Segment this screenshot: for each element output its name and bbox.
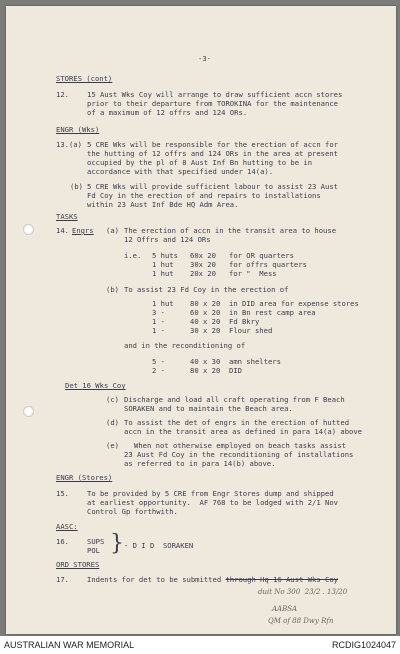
para-15-line: To be provided by 5 CRE from Engr Stores dump and shipped bbox=[87, 489, 334, 498]
item-a-ie: i.e. bbox=[124, 251, 142, 260]
hut-use: Flour shed bbox=[229, 326, 273, 335]
section-heading-ord-stores: ORD STORES bbox=[56, 560, 100, 569]
para-13b-line: within 23 Aust Inf Bde HQ Adm Area. bbox=[87, 200, 239, 209]
footer-source: AUSTRALIAN WAR MEMORIAL bbox=[4, 640, 135, 650]
section-heading-aasc: AASC: bbox=[56, 522, 78, 531]
para-17-main: Indents for det to be submitted bbox=[87, 575, 226, 584]
para-12-line: 15 Aust Wks Coy will arrange to draw sufficient accn stores bbox=[87, 90, 343, 99]
item-c-line: Discharge and load all craft operating from F Beach bbox=[124, 395, 345, 404]
hut-size: 80 x 20 bbox=[190, 366, 221, 375]
para-13b-line: Fd Coy in the erection of and repairs to installations bbox=[87, 191, 321, 200]
item-e-line: as referred to in para 14(b) above. bbox=[124, 459, 276, 468]
hut-size: 20x 20 bbox=[190, 269, 216, 278]
footer-id: RCDIG1024047 bbox=[331, 640, 396, 650]
hut-use: for offrs quarters bbox=[229, 260, 307, 269]
hut-qty: 2 - bbox=[152, 366, 165, 375]
para-16-item: POL bbox=[87, 546, 100, 555]
hut-qty: 1 - bbox=[152, 317, 165, 326]
item-c-label: (c) bbox=[106, 395, 119, 404]
item-b-label: (b) bbox=[106, 285, 119, 294]
hut-size: 30x 20 bbox=[190, 260, 216, 269]
item-e-line: 23 Aust Fd Coy in the reconditioning of installations bbox=[124, 450, 354, 459]
det-heading: Det 16 Wks Coy bbox=[65, 381, 126, 390]
hut-use: amn shelters bbox=[229, 357, 281, 366]
hut-qty: 1 - bbox=[152, 326, 165, 335]
item-d-line: To assist the det of engrs in the erection of hutted bbox=[124, 418, 350, 427]
para-15-line: at earliest opportunity. AF 768 to be lodged with 2/1 Nov bbox=[87, 498, 338, 507]
hut-qty: 5 huts bbox=[152, 251, 178, 260]
para-16-item: SUPS bbox=[87, 537, 105, 546]
hut-use: in Bn rest camp area bbox=[229, 308, 316, 317]
item-d-label: (d) bbox=[106, 418, 119, 427]
hut-size: 60x 20 bbox=[190, 251, 216, 260]
para-13b-line: 5 CRE Wks will provide sufficient labour to assist 23 Aust bbox=[87, 182, 338, 191]
para-13a-line: occupied by the pl of 8 Aust Inf Bn hutting to be in bbox=[87, 158, 313, 167]
para-16-text: - D I D SORAKEN bbox=[124, 541, 194, 550]
hut-use: for " Mess bbox=[229, 269, 277, 278]
para-13a-line: accordance with that specified under 14(a). bbox=[87, 167, 274, 176]
handwritten-note: QM of 88 Dwy Rfn bbox=[268, 617, 334, 625]
section-heading-engr-stores: ENGR (Stores) bbox=[56, 473, 113, 482]
para-15-line: Control Gp forthwith. bbox=[87, 507, 178, 516]
hut-size: 60 x 20 bbox=[190, 308, 221, 317]
para-13b-number: (b) bbox=[70, 182, 83, 191]
item-a-line: 12 Offrs and 124 ORs bbox=[124, 235, 211, 244]
punch-hole bbox=[23, 406, 34, 417]
para-17-struck: through Hq 16 Aust Wks Coy bbox=[225, 575, 338, 584]
punch-hole bbox=[23, 224, 34, 235]
hut-size: 40 x 30 bbox=[190, 357, 221, 366]
para-17-text bbox=[87, 575, 338, 584]
item-e-line: When not otherwise employed on beach tasks assist bbox=[134, 441, 347, 450]
hut-qty: 1 hut bbox=[152, 260, 174, 269]
hut-qty: 3 - bbox=[152, 308, 165, 317]
para-12-number: 12. bbox=[56, 90, 69, 99]
item-a-line: The erection of accn in the transit area to house bbox=[124, 226, 337, 235]
hut-qty: 1 hut bbox=[152, 269, 174, 278]
brace-symbol: } bbox=[110, 531, 124, 556]
hut-size: 30 x 20 bbox=[190, 326, 221, 335]
hut-use: DID bbox=[229, 366, 242, 375]
hut-qty: 5 - bbox=[152, 357, 165, 366]
hut-use: Fd Bkry bbox=[229, 317, 260, 326]
hut-qty: 1 hut bbox=[152, 299, 174, 308]
hut-use: for OR quarters bbox=[229, 251, 294, 260]
para-12-line: of a maximum of 12 offrs and 124 ORs. bbox=[87, 108, 248, 117]
item-b-line: To assist 23 Fd Coy in the erection of bbox=[124, 285, 289, 294]
page-number: -3- bbox=[198, 54, 211, 63]
para-15-number: 15. bbox=[56, 489, 69, 498]
item-d-line: accn in the transit area as defined in para 14(a) above bbox=[124, 427, 362, 436]
hut-size: 40 x 20 bbox=[190, 317, 221, 326]
para-13a-line: the hutting of 12 offrs and 124 ORs in the area at present bbox=[87, 149, 338, 158]
handwritten-note: AABSA bbox=[272, 605, 298, 613]
para-17-number: 17. bbox=[56, 575, 69, 584]
section-heading-stores: STORES (cont) bbox=[56, 74, 113, 83]
para-14-number: 14. bbox=[56, 226, 69, 235]
section-heading-tasks: TASKS bbox=[56, 212, 78, 221]
para-12-line: prior to their departure from TOROKINA for the maintenance bbox=[87, 99, 338, 108]
para-13a-number: 13.(a) bbox=[56, 140, 82, 149]
hut-use: in DID area for expense stores bbox=[229, 299, 359, 308]
para-13a-line: 5 CRE Wks will be responsible for the erection of accn for bbox=[87, 140, 338, 149]
footer-bar bbox=[0, 636, 400, 654]
item-e-label: (e) bbox=[106, 441, 119, 450]
handwritten-note: duit No 300 23/2 . 13/20 bbox=[258, 588, 348, 596]
para-14-label: Engrs bbox=[72, 226, 94, 235]
section-heading-engr-wks: ENGR (Wks) bbox=[56, 125, 100, 134]
item-a-label: (a) bbox=[106, 226, 119, 235]
hut-size: 80 x 20 bbox=[190, 299, 221, 308]
item-b-recond-line: and in the reconditioning of bbox=[124, 341, 246, 350]
para-16-number: 16. bbox=[56, 537, 69, 546]
item-c-line: SORAKEN and to maintain the Beach area. bbox=[124, 404, 293, 413]
